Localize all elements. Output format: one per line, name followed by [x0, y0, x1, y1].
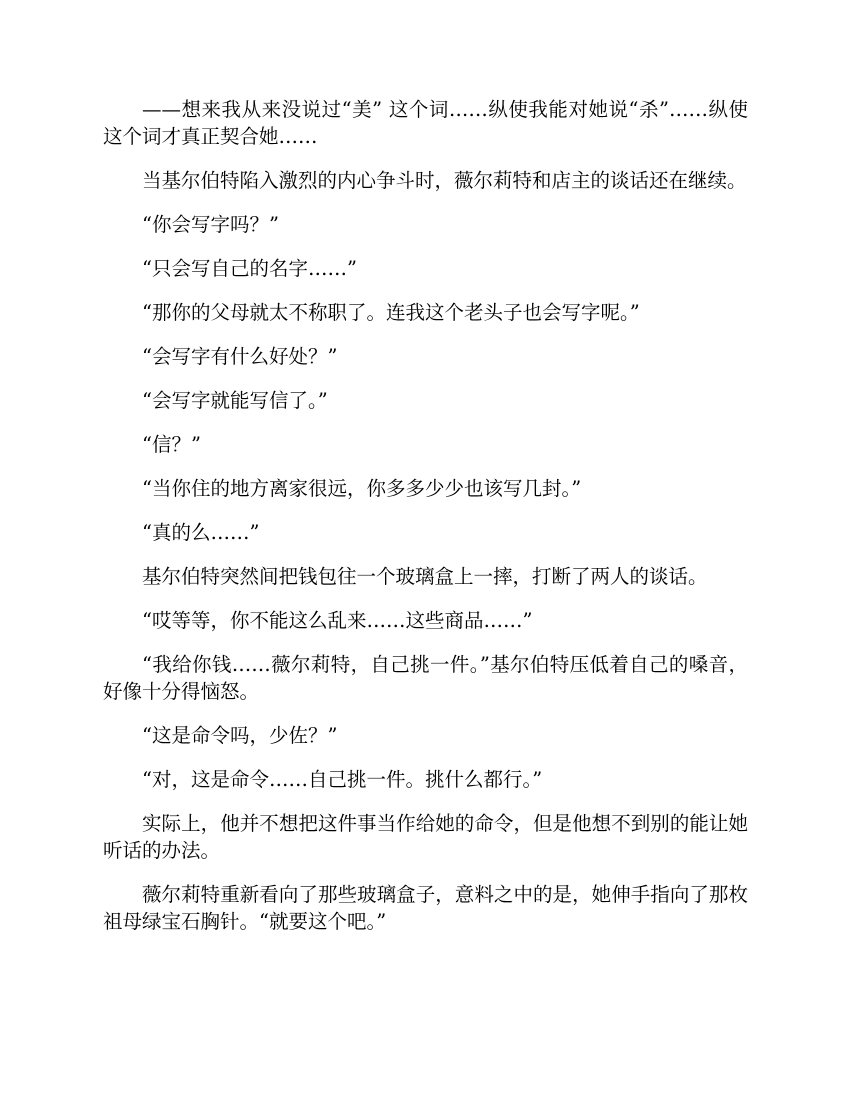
paragraph: 基尔伯特突然间把钱包往一个玻璃盒上一摔，打断了两人的谈话。 [142, 565, 708, 588]
paragraph: “当你住的地方离家很远，你多多少少也该写几封。” [142, 477, 582, 500]
paragraph: “你会写字吗？” [142, 213, 279, 236]
paragraph: “这是命令吗，少佐？” [142, 724, 338, 747]
paragraph: 实际上，他并不想把这件事当作给她的命令，但是他想不到别的能让她听话的办法。 [103, 812, 748, 862]
paragraph: “会写字有什么好处？” [142, 345, 338, 368]
paragraph: 薇尔莉特重新看向了那些玻璃盒子，意料之中的是，她伸手指向了那枚祖母绿宝石胸针。“就要这个吧。” [103, 883, 748, 933]
paragraph: “只会写自己的名字……” [142, 257, 357, 280]
paragraph: “我给你钱……薇尔莉特，自己挑一件。”基尔伯特压低着自己的嗓音，好像十分得恼怒。 [103, 653, 748, 703]
paragraph: “会写字就能写信了。” [142, 389, 328, 412]
paragraph: “信？” [142, 433, 201, 456]
document-body [103, 96, 748, 952]
paragraph: “哎等等，你不能这么乱来……这些商品……” [142, 609, 533, 632]
paragraph: “那你的父母就太不称职了。连我这个老头子也会写字呢。” [142, 301, 640, 324]
paragraph: “对，这是命令……自己挑一件。挑什么都行。” [142, 768, 543, 791]
paragraph: ——想来我从来没说过“美” 这个词……纵使我能对她说“杀”……纵使这个词才真正契合她…… [103, 98, 748, 148]
paragraph: “真的么……” [142, 521, 260, 544]
paragraph: 当基尔伯特陷入激烈的内心争斗时，薇尔莉特和店主的谈话还在继续。 [142, 169, 747, 192]
